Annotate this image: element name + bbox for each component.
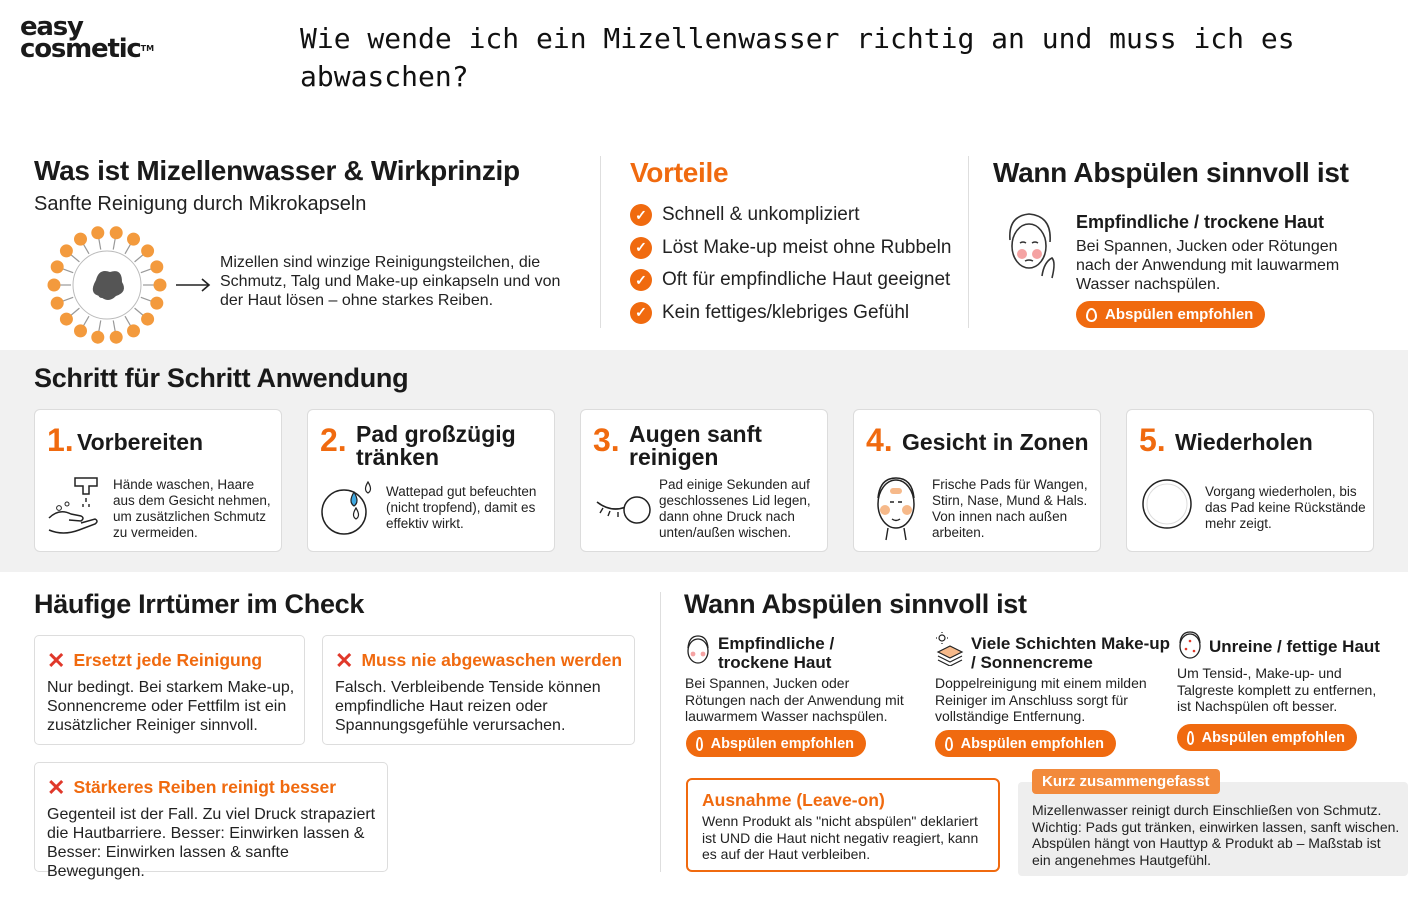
step-number: 5. xyxy=(1139,422,1166,458)
step-title: Wiederholen xyxy=(1175,429,1313,455)
step-card xyxy=(34,409,282,552)
summary-tag: Kurz zusammengefasst xyxy=(1032,769,1220,794)
myth-title: Ersetzt jede Reinigung xyxy=(73,650,263,670)
x-icon: ✕ xyxy=(47,774,66,800)
step-card xyxy=(307,409,555,552)
step-text: Pad einige Sekunden auf geschlossenes Lid legen, dann ohne Druck nach unten/außen wischen. xyxy=(659,477,811,540)
x-icon: ✕ xyxy=(47,647,66,673)
step-number: 3. xyxy=(593,422,620,458)
page-title: Wie wende ich ein Mizellenwasser richtig an und muss ich es abwaschen? xyxy=(300,22,1295,93)
exception-text: Wenn Produkt als "nicht abspülen" deklariert ist UND die Haut nicht negativ reagiert, kann es auf der Haut verbleiben. xyxy=(702,813,979,862)
check-circle-icon: ✓ xyxy=(630,237,652,259)
advantages-heading: Vorteile xyxy=(630,157,729,188)
what-is-heading: Was ist Mizellenwasser & Wirkprinzip xyxy=(34,155,520,186)
drop-icon xyxy=(1086,308,1097,322)
step-card xyxy=(853,409,1101,552)
myths-heading: Häufige Irrtümer im Check xyxy=(34,589,365,619)
rinse-top-item-title: Empfindliche / trockene Haut xyxy=(1076,212,1325,232)
rinse-item-text: Bei Spannen, Jucken oder Rötungen nach der Anwendung mit lauwarmem Wasser nachspülen. xyxy=(685,675,904,724)
drop-icon xyxy=(945,737,953,751)
arrow-right-icon xyxy=(176,278,212,292)
rinse-item-title: Viele Schichten Make-up / Sonnencreme xyxy=(971,634,1171,672)
rinse-item-title: Empfindliche / trockene Haut xyxy=(718,634,835,672)
advantage-item: ✓ Löst Make-up meist ohne Rubbeln xyxy=(630,232,960,265)
cotton-pad-icon xyxy=(1141,478,1193,530)
divider xyxy=(600,156,601,328)
rinse-item-text: Um Tensid-, Make-up- und Talgreste komplett zu entfernen, ist Nachspülen oft besser. xyxy=(1177,665,1377,714)
rinse-recommended-badge: Abspülen empfohlen xyxy=(1076,301,1265,328)
face-icon xyxy=(1177,630,1203,660)
layers-icon xyxy=(934,632,966,666)
drop-icon xyxy=(696,737,703,751)
step-card xyxy=(1126,409,1374,552)
step-text: Frische Pads für Wangen, Stirn, Nase, Mund & Hals. Von innen nach außen arbeiten. xyxy=(932,477,1088,540)
step-number: 2. xyxy=(320,422,347,458)
washing-hands-icon xyxy=(45,474,107,538)
rinse-recommended-badge: Abspülen empfohlen xyxy=(935,730,1116,757)
drop-icon xyxy=(1187,731,1194,745)
myth-text: Nur bedingt. Bei starkem Make-up, Sonnencreme oder Fettfilm ist ein zusätzlicher Reiniger sinnvoll. xyxy=(47,679,295,734)
brand-line-1: easy xyxy=(20,12,83,42)
myth-title: Stärkeres Reiben reinigt besser xyxy=(73,777,337,797)
step-title: Augen sanft reinigen xyxy=(629,421,762,470)
brand-logo xyxy=(20,12,190,68)
summary-text: Mizellenwasser reinigt durch Einschließen von Schmutz. Wichtig: Pads gut tränken, einwirken lassen, sanft wischen. Abspülen hängt von Hauttyp & Produkt ab – Maßstab ist ein angenehmes Hautgefühl. xyxy=(1032,802,1400,868)
myth-text: Falsch. Verbleibende Tenside können empfindliche Haut reizen oder Spannungsgefühle verursachen. xyxy=(335,679,601,734)
face-zones-icon xyxy=(870,472,922,542)
advantage-item: ✓ Schnell & unkompliziert xyxy=(630,199,960,232)
steps-heading: Schritt für Schritt Anwendung xyxy=(34,363,409,393)
advantage-item: ✓ Oft für empfindliche Haut geeignet xyxy=(630,264,960,297)
check-circle-icon: ✓ xyxy=(630,302,652,324)
exception-box xyxy=(686,778,1000,872)
rinse-bottom-heading: Wann Abspülen sinnvoll ist xyxy=(684,589,1027,619)
step-text: Wattepad gut befeuchten (nicht tropfend), damit es effektiv wirkt. xyxy=(386,484,537,531)
myth-card xyxy=(322,635,635,745)
what-is-description: Mizellen sind winzige Reinigungsteilchen, die Schmutz, Talg und Make-up einkapseln und von der Haut lösen – ohne starkes Reiben. xyxy=(220,254,561,309)
rinse-recommended-badge: Abspülen empfohlen xyxy=(686,730,866,757)
brand-trademark: TM xyxy=(140,44,155,53)
micelle-icon xyxy=(44,224,170,346)
step-number: 1. xyxy=(47,422,74,458)
step-number: 4. xyxy=(866,422,893,458)
step-text: Hände waschen, Haare aus dem Gesicht nehmen, um zusätzlichen Schmutz zu vermeiden. xyxy=(113,477,271,540)
check-circle-icon: ✓ xyxy=(630,269,652,291)
advantage-item: ✓ Kein fettiges/klebriges Gefühl xyxy=(630,297,960,330)
exception-title: Ausnahme (Leave-on) xyxy=(702,790,885,810)
rinse-recommended-badge: Abspülen empfohlen xyxy=(1177,724,1357,751)
rinse-top-item-text: Bei Spannen, Jucken oder Rötungen nach der Anwendung mit lauwarmem Wasser nachspülen. xyxy=(1076,238,1340,293)
closed-eye-pad-icon xyxy=(595,486,655,528)
advantages-list xyxy=(630,199,960,329)
irritated-face-icon xyxy=(1000,210,1058,280)
step-title: Vorbereiten xyxy=(77,429,204,455)
step-card xyxy=(580,409,828,552)
what-is-subheading: Sanfte Reinigung durch Mikrokapseln xyxy=(34,193,367,215)
myth-card xyxy=(34,762,388,880)
myth-text: Gegenteil ist der Fall. Zu viel Druck strapaziert die Hautbarriere. Besser: Einwirken lassen & Besser: Einwirken lassen & sanfte Bewegungen. xyxy=(47,806,376,880)
divider xyxy=(968,156,969,328)
x-icon: ✕ xyxy=(335,647,354,673)
divider xyxy=(660,592,661,872)
myth-title: Muss nie abgewaschen werden xyxy=(361,650,623,670)
rinse-top-heading: Wann Abspülen sinnvoll ist xyxy=(993,157,1349,188)
soaked-pad-icon xyxy=(320,478,384,536)
step-text: Vorgang wiederholen, bis das Pad keine Rückstände mehr zeigt. xyxy=(1205,484,1366,531)
rinse-item-text: Doppelreinigung mit einem milden Reiniger im Anschluss sorgt für vollständige Entfernung. xyxy=(935,675,1147,724)
brand-line-2: cosmetic xyxy=(20,34,141,64)
check-circle-icon: ✓ xyxy=(630,204,652,226)
step-title: Pad großzügig tränken xyxy=(356,421,516,470)
myth-card xyxy=(34,635,305,745)
face-icon xyxy=(685,634,711,666)
step-title: Gesicht in Zonen xyxy=(902,429,1089,455)
rinse-item-title: Unreine / fettige Haut xyxy=(1209,637,1380,656)
